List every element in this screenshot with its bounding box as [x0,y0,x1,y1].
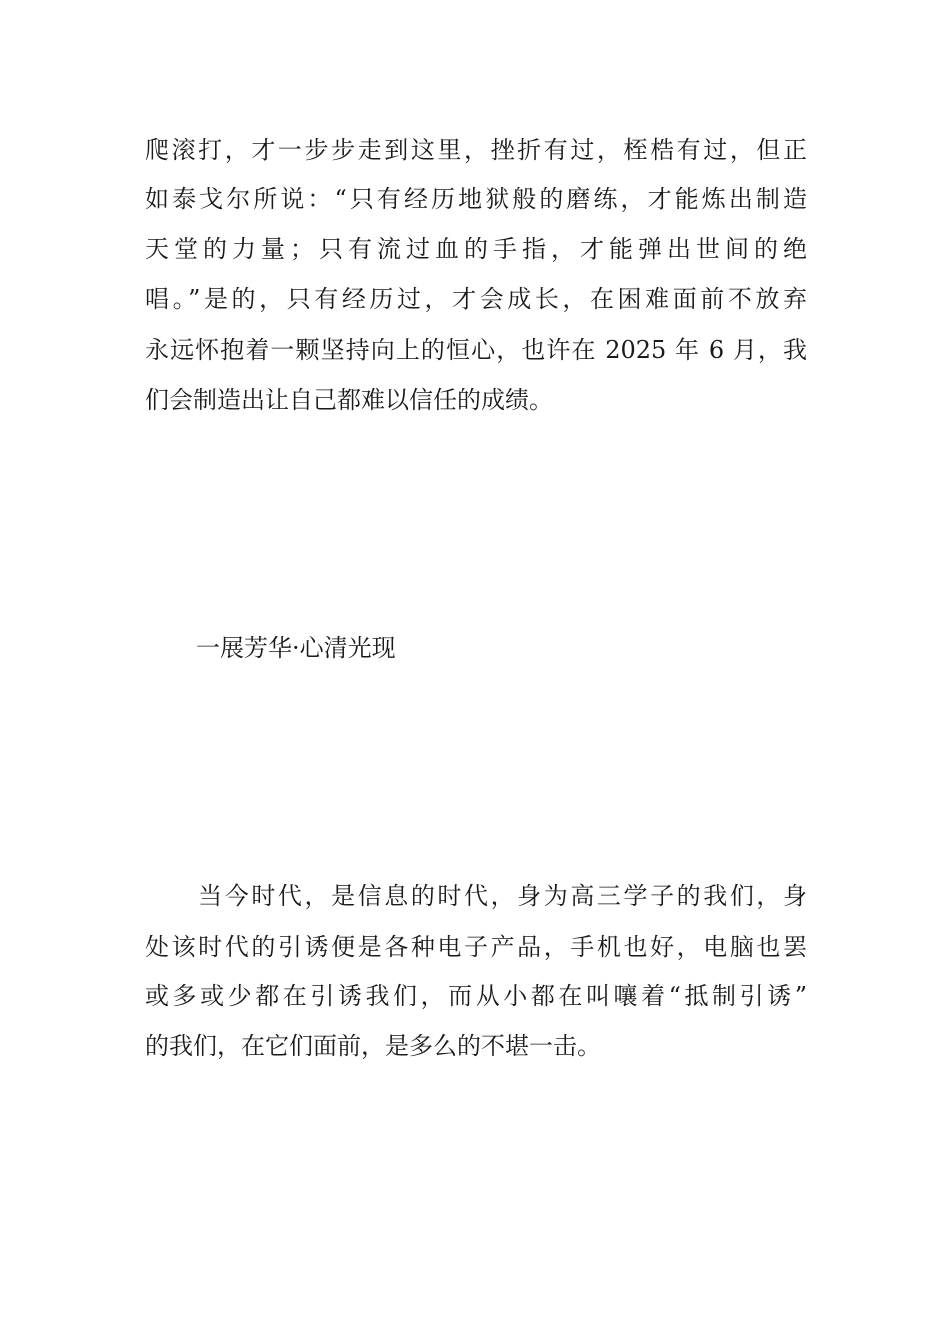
paragraph-line: 爬滚打，才一步步走到这里，挫折有过，桎梏有过，但正 [145,136,807,164]
paragraph-line: 唱。”是的，只有经历过，才会成长，在困难面前不放弃 [145,285,807,313]
paragraph-line: 永远怀抱着一颗坚持向上的恒心，也许在 2025 年 6 月，我 [145,336,807,364]
paragraph-line: 或多或少都在引诱我们，而从小都在叫嚷着“抵制引诱” [145,982,807,1010]
paragraph-line: 们会制造出让自己都难以信任的成绩。 [145,386,553,414]
paragraph-line: 处该时代的引诱便是各种电子产品，手机也好，电脑也罢 [145,933,807,961]
paragraph-line: 的我们，在它们面前，是多么的不堪一击。 [145,1032,601,1060]
paragraph-line: 当今时代，是信息的时代，身为高三学子的我们，身 [145,882,807,910]
section-heading: 一展芳华·心清光现 [196,634,396,662]
paragraph-line: 天堂的力量；只有流过血的手指，才能弹出世间的绝 [145,235,807,263]
paragraph-line: 如泰戈尔所说：“只有经历地狱般的磨练，才能炼出制造 [145,185,807,213]
